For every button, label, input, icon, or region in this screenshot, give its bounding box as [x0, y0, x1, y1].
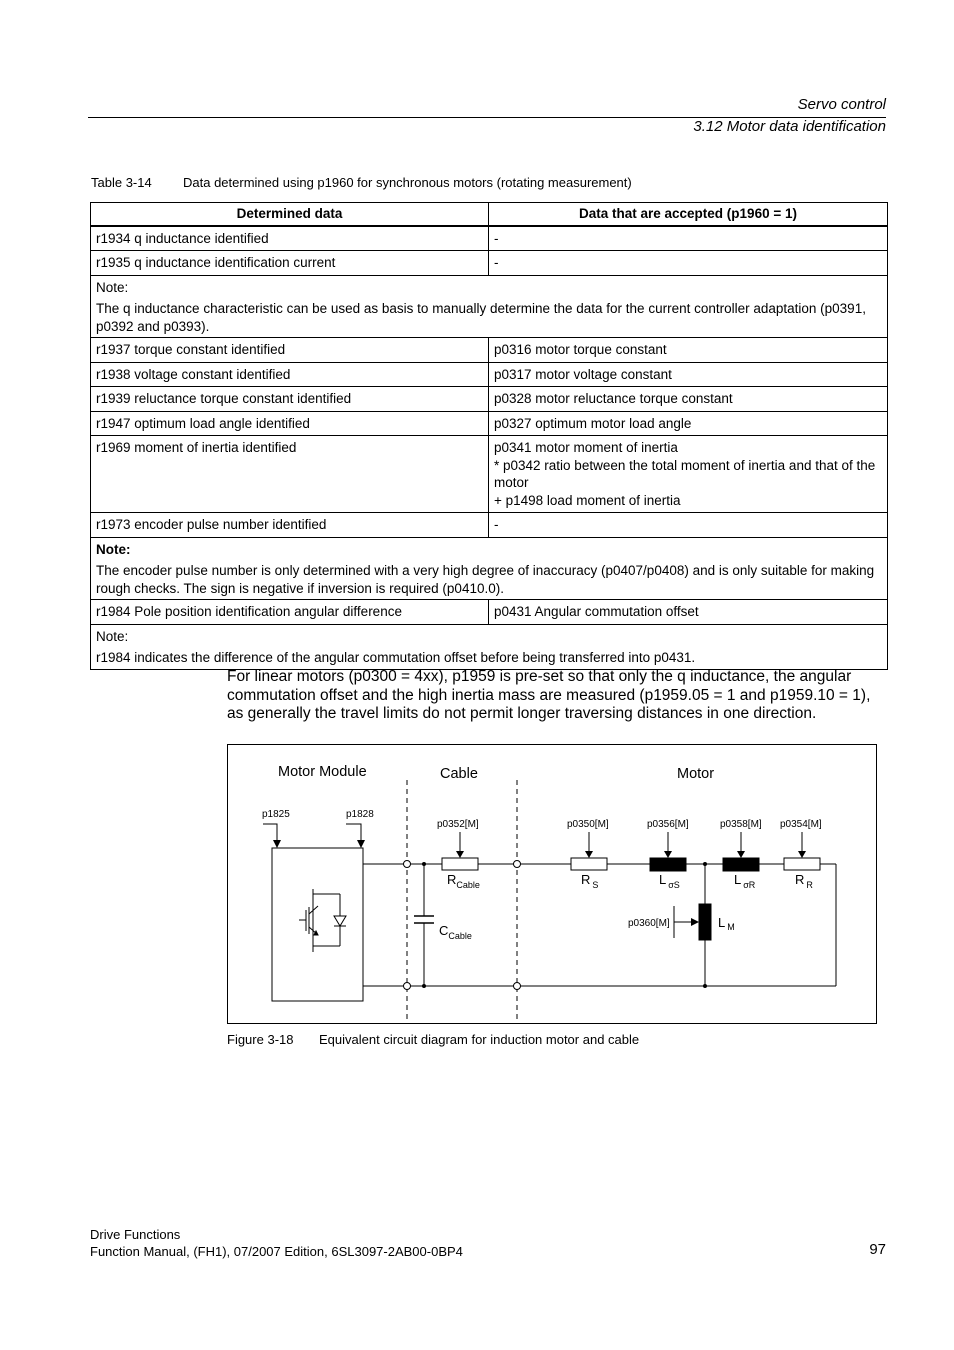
note-heading: Note: [96, 628, 129, 644]
label-r-cable: $R_{Cable}$ [447, 872, 480, 890]
determined-data-cell: r1934 q inductance identified [91, 226, 489, 251]
inductor-l-sigma-s [650, 858, 686, 871]
arrowhead-p0360 [691, 918, 699, 926]
table-caption-text: Data determined using p1960 for synchronous motors (rotating measurement) [183, 175, 632, 190]
table-row [91, 387, 888, 412]
table-row [91, 362, 888, 387]
label-l-sigma-s: L $_{\sigma S}$ [659, 872, 680, 890]
terminal [404, 983, 411, 990]
label-cable: Cable [440, 766, 478, 782]
arrowhead-p1828 [357, 840, 365, 848]
table-row [91, 226, 888, 251]
arrowhead-p0350 [585, 851, 593, 858]
note-heading: Note: [96, 541, 131, 557]
note-heading: Note: [96, 279, 129, 295]
table-row [91, 251, 888, 276]
resistor-r-s [571, 858, 607, 870]
param-p0356: p0356[M] [647, 819, 689, 830]
accepted-data-cell: - [489, 513, 888, 538]
figure-caption [227, 1032, 639, 1047]
determined-data-cell: r1938 voltage constant identified [91, 362, 489, 387]
label-motor: Motor [677, 766, 715, 782]
determined-data-cell: r1984 Pole position identification angular difference [91, 600, 489, 625]
terminal [404, 861, 411, 868]
determined-data-cell: r1947 optimum load angle identified [91, 411, 489, 436]
data-table [90, 202, 888, 670]
table-row [91, 624, 888, 669]
determined-data-cell: r1937 torque constant identified [91, 338, 489, 363]
terminal [514, 861, 521, 868]
table-row [91, 600, 888, 625]
accepted-data-cell: - [489, 251, 888, 276]
label-l-m: L $_M$ [718, 915, 735, 932]
table-row [91, 513, 888, 538]
table-caption-number: Table 3-14 [91, 175, 152, 190]
accepted-data-line: p0341 motor moment of inertia [494, 440, 678, 455]
determined-data-cell: r1935 q inductance identification current [91, 251, 489, 276]
body-paragraph: For linear motors (p0300 = 4xx), p1959 is pre-set so that only the q inductance, the angular commutation offset and the high inertia mass are measured (p1959.05 = 1 and p1959.10 = 1), as generally the travel limits do not permit longer traversing distances in one direction. [227, 668, 871, 722]
terminal [514, 983, 521, 990]
header-chapter: Servo control [797, 96, 886, 113]
page-number: 97 [869, 1241, 886, 1258]
accepted-data-cell: p0327 optimum motor load angle [489, 411, 888, 436]
label-r-s: R $_S$ [581, 872, 599, 890]
footer-title: Drive Functions [90, 1227, 181, 1242]
arrowhead-p1825 [273, 840, 281, 848]
label-c-cable: $C_{Cable}$ [439, 923, 472, 941]
header-section: 3.12 Motor data identification [693, 118, 886, 135]
accepted-data-cell [489, 436, 888, 513]
param-p0360: p0360[M] [628, 918, 670, 929]
footer-edition: Function Manual, (FH1), 07/2007 Edition, 6SL3097-2AB00-0BP4 [90, 1244, 463, 1259]
note-cell [91, 275, 888, 338]
param-p0350: p0350[M] [567, 819, 609, 830]
table-row [91, 436, 888, 513]
arrowhead-p0358 [737, 851, 745, 858]
determined-data-cell: r1969 moment of inertia identified [91, 436, 489, 513]
note-text: The encoder pulse number is only determined with a very high degree of inaccuracy (p0407/p0408) and is only suitable for making rough checks. The sign is negative if inversion is required (p0410.0). [96, 563, 875, 596]
note-text: r1984 indicates the difference of the angular commutation offset before being transferred into p0431. [96, 650, 696, 665]
accepted-data-cell: p0316 motor torque constant [489, 338, 888, 363]
label-motor-module: Motor Module [278, 764, 367, 780]
arrowhead-p0354 [798, 851, 806, 858]
arrowhead-p0356 [664, 851, 672, 858]
table-row [91, 411, 888, 436]
arrowhead-p0352 [456, 851, 464, 858]
param-p1825: p1825 [262, 809, 290, 820]
determined-data-cell: r1973 encoder pulse number identified [91, 513, 489, 538]
inductor-l-m [699, 904, 711, 940]
table-row [91, 275, 888, 338]
label-r-r: R $_R$ [795, 872, 813, 890]
figure-frame [228, 745, 877, 1024]
param-p0354: p0354[M] [780, 819, 822, 830]
accepted-data-cell: p0431 Angular commutation offset [489, 600, 888, 625]
circuit-diagram [227, 744, 877, 1024]
accepted-data-cell: p0317 motor voltage constant [489, 362, 888, 387]
accepted-data-line: + p1498 load moment of inertia [494, 492, 681, 508]
motor-module-box [272, 848, 363, 1001]
note-text: The q inductance characteristic can be used as basis to manually determine the data for the current controller adaptation (p0391, p0392 and p0393). [96, 301, 866, 334]
label-l-sigma-r: L $_{\sigma R}$ [734, 872, 756, 890]
table-body [91, 226, 888, 670]
table-row [91, 338, 888, 363]
determined-data-cell: r1939 reluctance torque constant identified [91, 387, 489, 412]
accepted-data-cell: p0328 motor reluctance torque constant [489, 387, 888, 412]
param-p0358: p0358[M] [720, 819, 762, 830]
col-header-determined: Determined data [91, 203, 489, 226]
igbt-icon [299, 889, 346, 952]
col-header-accepted: Data that are accepted (p1960 = 1) [489, 203, 888, 226]
table-header-row [91, 203, 888, 226]
note-cell [91, 624, 888, 669]
table-caption [91, 175, 632, 190]
inductor-l-sigma-r [723, 858, 759, 871]
resistor-r-r [784, 858, 820, 870]
param-p1828: p1828 [346, 809, 374, 820]
table-row [91, 537, 888, 600]
resistor-r-cable [442, 858, 478, 870]
param-p0352: p0352[M] [437, 819, 479, 830]
accepted-data-line: * p0342 ratio between the total moment of inertia and that of the motor [494, 457, 876, 490]
figure-caption-number: Figure 3-18 [227, 1032, 294, 1047]
note-cell [91, 537, 888, 600]
accepted-data-cell: - [489, 226, 888, 251]
figure-caption-text: Equivalent circuit diagram for induction motor and cable [319, 1032, 640, 1047]
